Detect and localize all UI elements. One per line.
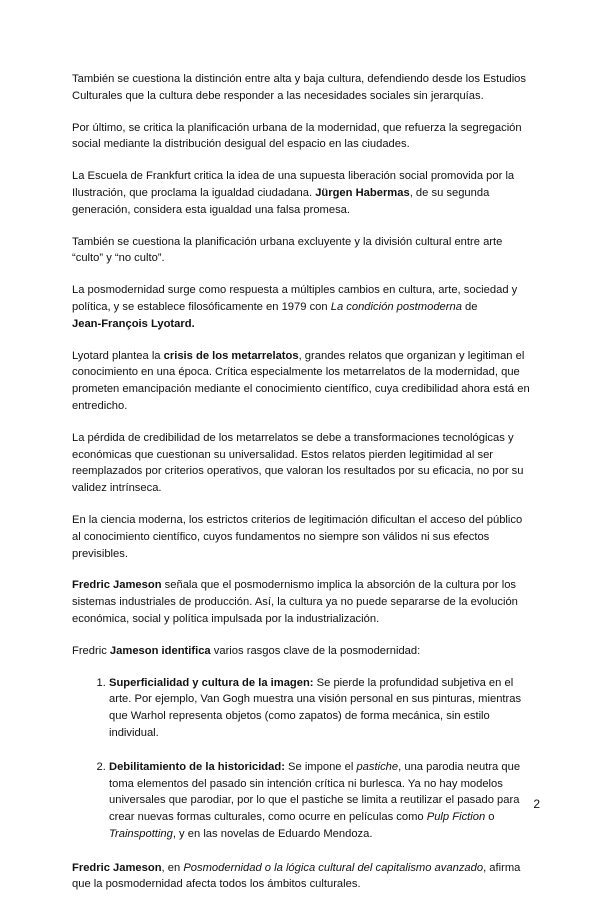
text-run: , grandes relatos que organizan y legitiman el conocimiento en una época. Crítica especialmente los metarrelatos de la modernidad, que prometen emancipación mediante el conocimiento científico, cuya credibilidad ahora está en entredicho. bbox=[72, 349, 530, 412]
paragraph-alta-baja-cultura: También se cuestiona la distinción entre alta y baja cultura, defendiendo desde los Estudios Culturales que la cultura debe responder a las necesidades sociales sin jerarquías. bbox=[72, 73, 526, 102]
paragraph-crisis-metarrelatos bbox=[72, 348, 530, 415]
paragraph-division-cultural: También se cuestiona la planificación urbana excluyente y la división cultural entre arte “culto” y “no culto”. bbox=[72, 235, 503, 265]
italic-book-title: La condición postmoderna bbox=[330, 300, 462, 313]
paragraph-jameson-posmodernidad bbox=[72, 860, 530, 894]
text-run: , en bbox=[161, 861, 184, 874]
paragraph-planificacion-urbana: Por último, se critica la planificación urbana de la modernidad, que refuerza la segregación social mediante la distribución desigual del espacio en las ciudades. bbox=[72, 121, 522, 151]
paragraph-escuela-frankfurt bbox=[72, 168, 530, 218]
paragraph-posmodernidad-surge bbox=[72, 282, 530, 332]
italic-film-title: Pulp Fiction bbox=[426, 811, 486, 824]
bold-name-jameson: Fredric Jameson bbox=[72, 579, 162, 592]
italic-book-title: Posmodernidad o la lógica cultural del capitalismo avanzado bbox=[183, 861, 484, 874]
list-item-text: , y en las novelas de Eduardo Mendoza. bbox=[172, 827, 373, 840]
rasgos-list bbox=[72, 675, 530, 843]
list-item-text: Se pierde la profundidad subjetiva en el arte. Por ejemplo, Van Gogh muestra una visión personal en sus pinturas, mientras que Warhol representa objetos (como zapatos) de forma mecánica, sin estilo individual. bbox=[109, 676, 522, 739]
text-run: Fredric bbox=[72, 644, 110, 657]
page-number: 2 bbox=[533, 797, 540, 811]
list-item-title: Superficialidad y cultura de la imagen: bbox=[109, 676, 314, 689]
bold-name-habermas: Jürgen Habermas bbox=[315, 186, 410, 199]
bold-name-jameson: Fredric Jameson bbox=[72, 861, 162, 874]
bold-jameson-identifica: Jameson identifica bbox=[109, 644, 211, 657]
bold-name-lyotard: Jean-François Lyotard. bbox=[72, 317, 195, 330]
italic-term-pastiche: pastiche bbox=[356, 760, 399, 773]
text-run: La Escuela de Frankfurt critica la idea de una supuesta liberación social promovida por la Ilustración, que proclama la igualdad ciudadana. bbox=[72, 170, 515, 199]
bold-term-metarrelatos: crisis de los metarrelatos bbox=[163, 349, 299, 362]
text-run: Lyotard plantea la bbox=[72, 349, 164, 362]
paragraph-jameson-senala bbox=[72, 577, 530, 627]
text-run: señala que el posmodernismo implica la absorción de la cultura por los sistemas industriales de producción. Así, la cultura ya no puede separarse de la evolución económica, social y política impulsada por la industrialización. bbox=[72, 579, 518, 625]
italic-film-title: Trainspotting bbox=[109, 827, 173, 840]
list-item bbox=[109, 675, 530, 742]
paragraph-ciencia-moderna: En la ciencia moderna, los estrictos criterios de legitimación dificultan el acceso del público al conocimiento científico, cuyos fundamentos no siempre son válidos ni sus efectos previsibles. bbox=[72, 513, 523, 560]
page-content bbox=[72, 71, 530, 908]
list-item-title: Debilitamiento de la historicidad: bbox=[109, 760, 285, 773]
text-run: varios rasgos clave de la posmodernidad: bbox=[210, 644, 421, 657]
list-item-text: , una parodia neutra que toma elementos del pasado sin intención crítica ni burlesca. Ya no hay modelos universales que parodiar, por lo que el pastiche se limita a reutilizar el pasado para crear nuevas formas culturales, como ocurre en películas como bbox=[109, 760, 521, 824]
text-run: La posmodernidad surge como respuesta a múltiples cambios en cultura, arte, sociedad y política, y se establece filosóficamente en 1979 con bbox=[72, 284, 518, 313]
text-run: , afirma que la posmodernidad afecta todos los ámbitos culturales. bbox=[72, 861, 521, 891]
text-run: , de su segunda generación, considera esta igualdad una falsa promesa. bbox=[72, 186, 490, 216]
list-item-text: o bbox=[485, 811, 495, 824]
text-run: de bbox=[461, 300, 478, 313]
paragraph-jameson-identifica bbox=[72, 643, 530, 660]
list-item bbox=[109, 759, 530, 843]
paragraph-perdida-credibilidad: La pérdida de credibilidad de los metarrelatos se debe a transformaciones tecnológicas y económicas que cuestionan su universalidad. Estos relatos pierden legitimidad al ser reemplazados por criterios operativos, que valoran los resultados por su eficacia, no por su validez intrínseca. bbox=[72, 431, 524, 495]
list-item-text: Se impone el bbox=[284, 760, 357, 773]
